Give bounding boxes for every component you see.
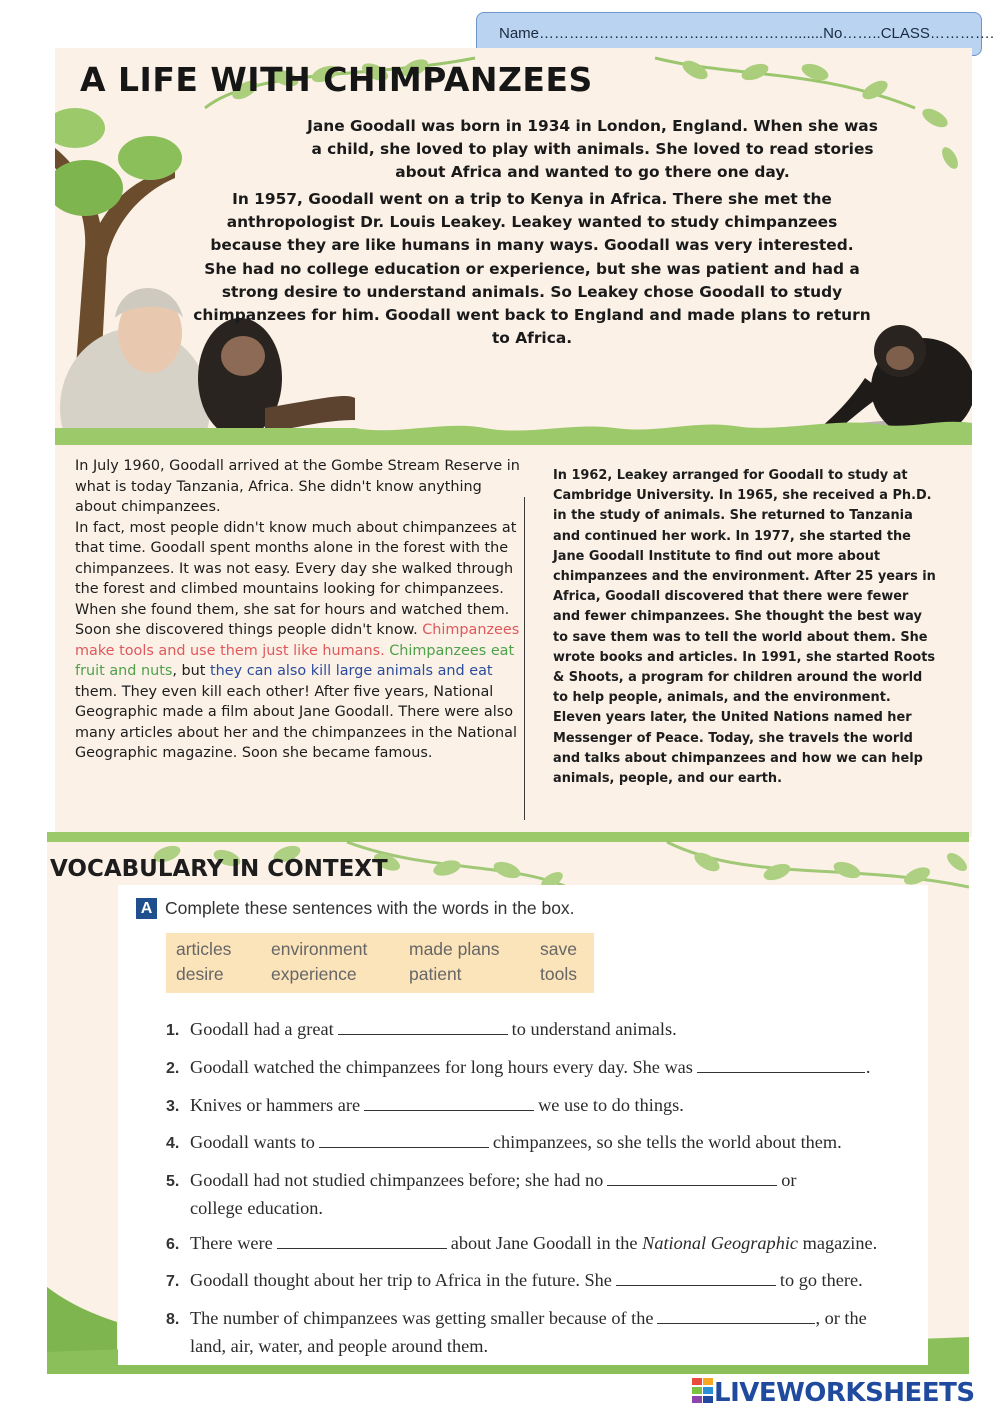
exercise-instruction: Complete these sentences with the words in the box.	[165, 898, 575, 918]
question-text: Goodall thought about her trip to Africa in the future. She	[190, 1270, 612, 1290]
word-box	[166, 933, 594, 993]
answer-blank-6[interactable]	[277, 1247, 447, 1249]
word-item: experience	[271, 964, 357, 984]
question-text: college education.	[190, 1198, 323, 1218]
question-text: land, air, water, and people around them.	[190, 1336, 489, 1356]
left-text-c: them. They even kill each other! After five years, National Geographic made a film about Jane Goodall. There were also many articles about her and the chimpanzees in the National Geographic magazine. Soon she became famous.	[75, 683, 517, 761]
liveworksheets-logo	[692, 1378, 975, 1408]
question-7	[166, 1267, 926, 1295]
question-3	[166, 1092, 926, 1120]
intro-paragraph-1: Jane Goodall was born in 1934 in London, England. When she was a child, she loved to play with animals. She loved to read stories about Africa and wanted to go there one day.	[307, 117, 878, 182]
question-number: 1.	[166, 1022, 180, 1039]
logo-grid-icon	[692, 1378, 714, 1404]
left-paragraph-1: In July 1960, Goodall arrived at the Gombe Stream Reserve in what is today Tanzania, Africa. She didn't know anything about chimpanzees.	[75, 458, 520, 515]
question-number: 7.	[166, 1273, 180, 1290]
answer-blank-2[interactable]	[697, 1071, 865, 1073]
question-2	[166, 1054, 926, 1082]
brand-text: LIVEWORKSHEETS	[714, 1378, 975, 1408]
question-5	[166, 1167, 926, 1221]
highlight-blue-text: they can also kill large animals and eat	[209, 663, 493, 679]
question-number: 8.	[166, 1311, 180, 1328]
question-text: chimpanzees, so she tells the world about them.	[492, 1132, 842, 1152]
left-text-b: , but	[172, 663, 210, 679]
left-paragraph-2	[75, 518, 527, 764]
highlight-red-text: Chimpanzees make tools and use them just like humans.	[75, 622, 520, 659]
question-number: 2.	[166, 1060, 180, 1077]
question-text: Goodall watched the chimpanzees for long hours every day. She was	[190, 1057, 693, 1077]
question-text: , or the	[815, 1308, 867, 1328]
magazine-name: National Geographic	[642, 1233, 799, 1253]
question-number: 4.	[166, 1135, 180, 1152]
question-text: The number of chimpanzees was getting smaller because of the	[190, 1308, 654, 1328]
question-text: Goodall had a great	[190, 1019, 334, 1039]
left-text-a: In fact, most people didn't know much about chimpanzees at that time. Goodall spent months alone in the forest with the chimpanzees. It was not easy. Every day she walked through the forest and climbed mountains looking for chimpanzees. When she found them, she sat for hours and watched them. Soon she discovered things people didn't know.	[75, 519, 517, 638]
word-item: save	[540, 939, 577, 959]
name-class-label: Name…………………………………………….......No……..CLASS………….	[499, 25, 995, 42]
answer-blank-1[interactable]	[338, 1033, 508, 1035]
word-item: articles	[176, 939, 232, 959]
answer-blank-5[interactable]	[607, 1184, 777, 1186]
word-item: environment	[271, 939, 368, 959]
question-number: 5.	[166, 1173, 180, 1190]
question-text: There were	[190, 1233, 273, 1253]
question-number: 6.	[166, 1236, 180, 1253]
section-a-badge: A	[136, 898, 157, 919]
word-item: desire	[176, 964, 224, 984]
word-item: patient	[409, 964, 462, 984]
question-text: Goodall wants to	[190, 1132, 315, 1152]
highlight-green-text: Chimpanzees eat fruit and nuts	[75, 642, 515, 679]
question-6	[166, 1230, 926, 1258]
vocabulary-title: VOCABULARY IN CONTEXT	[50, 856, 388, 882]
intro-paragraph-2: In 1957, Goodall went on a trip to Kenya in Africa. There she met the anthropologist Dr. Louis Leakey. Leakey wanted to study chimpanzees because they are like humans in many ways. Goodall was very interested. She had no college education or experience, but she was patient and had a strong desire to understand animals. So Leakey chose Goodall to study chimpanzees for him. Goodall went back to England and made plans to return to Africa.	[193, 190, 871, 348]
question-text: Knives or hammers are	[190, 1095, 361, 1115]
answer-blank-3[interactable]	[364, 1109, 534, 1111]
column-divider	[524, 497, 525, 820]
question-4	[166, 1129, 926, 1157]
question-text: about Jane Goodall in the	[450, 1233, 638, 1253]
word-item: made plans	[409, 939, 500, 959]
story-right-column: In 1962, Leakey arranged for Goodall to study at Cambridge University. In 1965, she received a Ph.D. in the study of animals. She returned to Tanzania and continued her work. In 1977, she started the Jane Goodall Institute to find out more about chimpanzees and the environment. After 25 years in Africa, Goodall discovered that there were fewer and fewer chimpanzees. She thought the best way to save them was to tell the world about them. She wrote books and articles. In 1991, she started Roots & Shoots, a program for children around the world to help people, animals, and the environment. Eleven years later, the United Nations named her Messenger of Peace. Today, she travels the world and talks about chimpanzees and how we can help animals, people, and our earth.	[553, 468, 936, 787]
question-8	[166, 1305, 926, 1359]
answer-blank-8[interactable]	[657, 1322, 815, 1324]
answer-blank-4[interactable]	[319, 1146, 489, 1148]
word-item: tools	[540, 964, 577, 984]
question-text: magazine.	[802, 1233, 878, 1253]
question-text: or	[781, 1170, 797, 1190]
question-text: .	[865, 1057, 871, 1077]
question-text: we use to do things.	[538, 1095, 684, 1115]
question-number: 3.	[166, 1098, 180, 1115]
question-1	[166, 1016, 926, 1044]
page-title: A LIFE WITH CHIMPANZEES	[80, 60, 593, 99]
question-text: to go there.	[779, 1270, 863, 1290]
question-text: Goodall had not studied chimpanzees before; she had no	[190, 1170, 604, 1190]
question-text: to understand animals.	[511, 1019, 677, 1039]
story-left-column	[75, 456, 527, 764]
answer-blank-7[interactable]	[616, 1284, 776, 1286]
